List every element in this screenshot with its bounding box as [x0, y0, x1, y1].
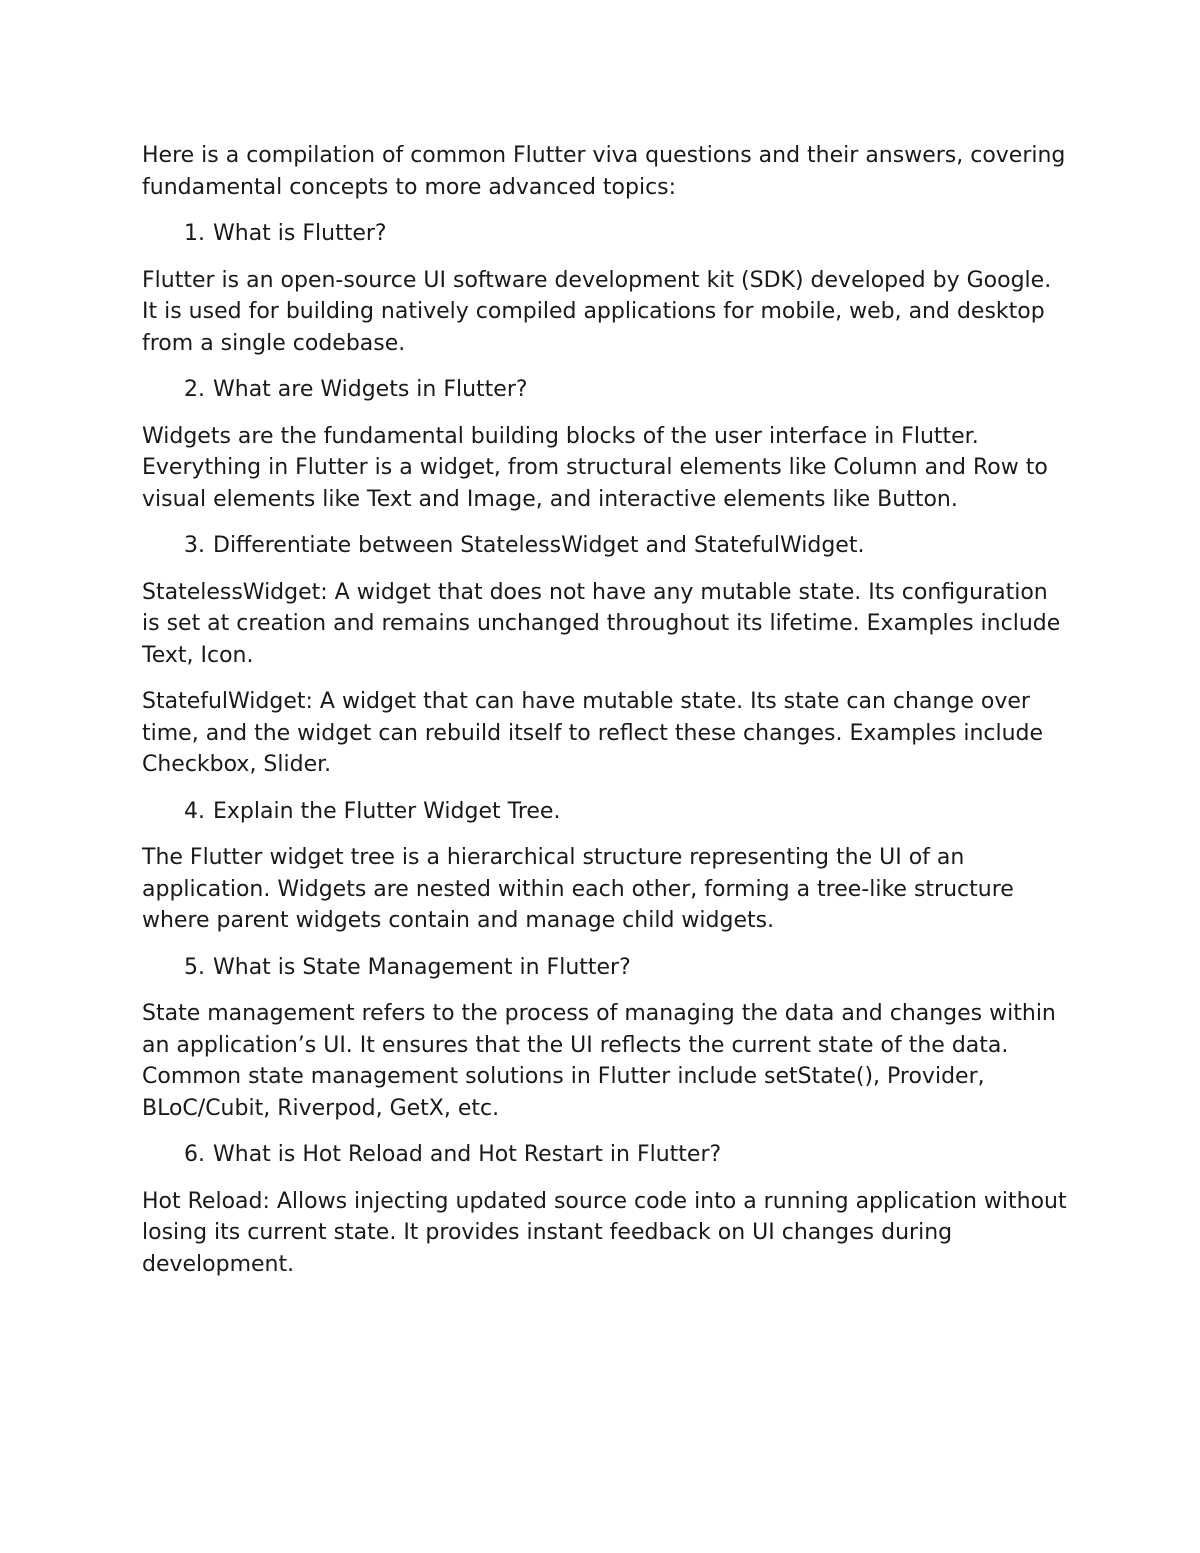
question-text: Differentiate between StatelessWidget and StatefulWidget. [213, 533, 865, 558]
question-number: 3. [184, 533, 205, 558]
question-6 [142, 1139, 1072, 1171]
answer-2: Widgets are the fundamental building blocks of the user interface in Flutter. Everything in Flutter is a widget, from structural elements like Column and Row to visual elements like Text and Image, and interactive elements like Button. [142, 423, 1048, 512]
answer-6: Hot Reload: Allows injecting updated source code into a running application without losing its current state. It provides instant feedback on UI changes during development. [142, 1188, 1067, 1277]
document-body [142, 140, 1072, 1295]
question-2 [142, 374, 1072, 406]
question-number: 4. [184, 798, 205, 824]
answer-4: The Flutter widget tree is a hierarchical structure representing the UI of an application. Widgets are nested within each other, forming a tree-like structure where parent widgets contain and manage child widgets. [142, 845, 1014, 933]
question-text: What is Flutter? [213, 221, 387, 246]
answer-1: Flutter is an open-source UI software development kit (SDK) developed by Google. It is used for building natively compiled applications for mobile, web, and desktop from a single codebase. [142, 267, 1052, 356]
answer-5: State management refers to the process of managing the data and changes within an application’s UI. It ensures that the UI reflects the current state of the data. Common state management solutions in Flutter include setState(), Provider, BLoC/Cubit, Riverpod, GetX, etc. [142, 1001, 1056, 1121]
question-1 [142, 218, 1072, 250]
question-text: Explain the Flutter Widget Tree. [213, 798, 561, 824]
question-3 [142, 530, 1072, 562]
question-text: What is Hot Reload and Hot Restart in Flutter? [213, 1142, 722, 1167]
question-text: What are Widgets in Flutter? [213, 377, 528, 402]
question-text: What is State Management in Flutter? [213, 954, 631, 980]
question-number: 1. [184, 221, 205, 246]
answer-3-stateful: StatefulWidget: A widget that can have mutable state. Its state can change over time, and the widget can rebuild itself to reflect these changes. Examples include Checkbox, Slider. [142, 689, 1044, 777]
question-number: 6. [184, 1142, 205, 1167]
question-5 [142, 952, 1072, 984]
question-number: 2. [184, 377, 205, 402]
answer-3-stateless: StatelessWidget: A widget that does not have any mutable state. Its configuration is set at creation and remains unchanged throughout its lifetime. Examples include Text, Icon. [142, 579, 1061, 668]
question-number: 5. [184, 954, 205, 980]
intro-paragraph: Here is a compilation of common Flutter viva questions and their answers, covering fundamental concepts to more advanced topics: [142, 143, 1066, 200]
question-4 [142, 796, 1072, 828]
